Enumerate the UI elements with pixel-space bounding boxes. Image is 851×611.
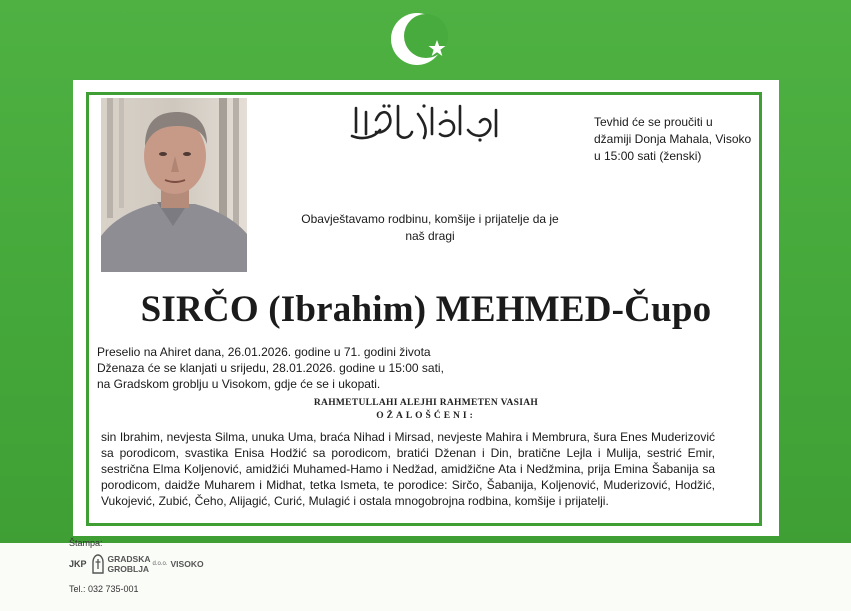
prayer-line: RAHMETULLAHI ALEJHI RAHMETEN VASIAH: [313, 398, 539, 408]
logo-name: [108, 554, 151, 574]
logo-line-2: GROBLJA: [107, 564, 150, 574]
detail-line: na Gradskom groblju u Visokom, gdje će se i ukopati.: [97, 377, 381, 391]
printer-footer: [69, 538, 269, 594]
detail-line: Dženaza će se klanjati u srijedu, 28.01.2026. godine u 15:00 sati,: [97, 361, 444, 375]
tevhid-announcement: [594, 114, 764, 165]
logo-doo: d.o.o.: [152, 561, 168, 567]
gradska-groblja-logo-icon: [91, 554, 105, 574]
tevhid-line: u 15:00 sati (ženski): [594, 149, 702, 163]
tevhid-line: Tevhid će se proučiti u: [594, 115, 713, 129]
logo-jkp: JKP: [69, 559, 87, 569]
deceased-name: SIRČO (Ibrahim) MEHMED-Čupo: [140, 289, 712, 330]
tevhid-line: džamiji Donja Mahala, Visoko: [594, 132, 752, 146]
mourners-heading: OŽALOŠĆENI:: [376, 411, 476, 421]
portrait-photo: [101, 98, 247, 272]
logo-city: VISOKO: [170, 559, 204, 569]
funeral-details: [97, 344, 757, 392]
mourners-list: sin Ibrahim, nevjesta Silma, unuka Uma, braća Nihad i Mirsad, nevjeste Mahira i Membrura, šura Enes Muderizović sa porodicom, svastika Enisa Hodžić sa porodicom, bratići Dženan i Din, bratične Lejla i Mulija, sestrić Emir, sestrična Elma Koljenović, amidžići Muhamed-Hamo i Nedžad, amidžične Ata i Nedžmina, prija Emina Šabanija sa porodicom, daidže Muharem i Midhat, tetka Ismeta, te porodice: Sirčo, Šabanija, Koljenović, Muderizović, Hodžić, Vukojević, Zubić, Čeho, Alijagić, Curić, Mulagić i ostala mnogobrojna rodbina, komšije i prijatelji.: [101, 430, 715, 508]
detail-line: Preselio na Ahiret dana, 26.01.2026. godine u 71. godini života: [97, 345, 431, 359]
intro-text: [290, 211, 570, 245]
intro-line: naš dragi: [405, 229, 455, 243]
printer-phone: Tel.: 032 735-001: [69, 584, 139, 594]
printer-label: Štampa:: [69, 538, 103, 548]
printer-logo: [69, 554, 204, 574]
arabic-calligraphy: [340, 100, 510, 144]
intro-line: Obavještavamo rodbinu, komšije i prijatelje da je: [301, 212, 559, 226]
logo-line-1: GRADSKA: [107, 554, 151, 564]
crescent-star-icon: [386, 6, 456, 72]
